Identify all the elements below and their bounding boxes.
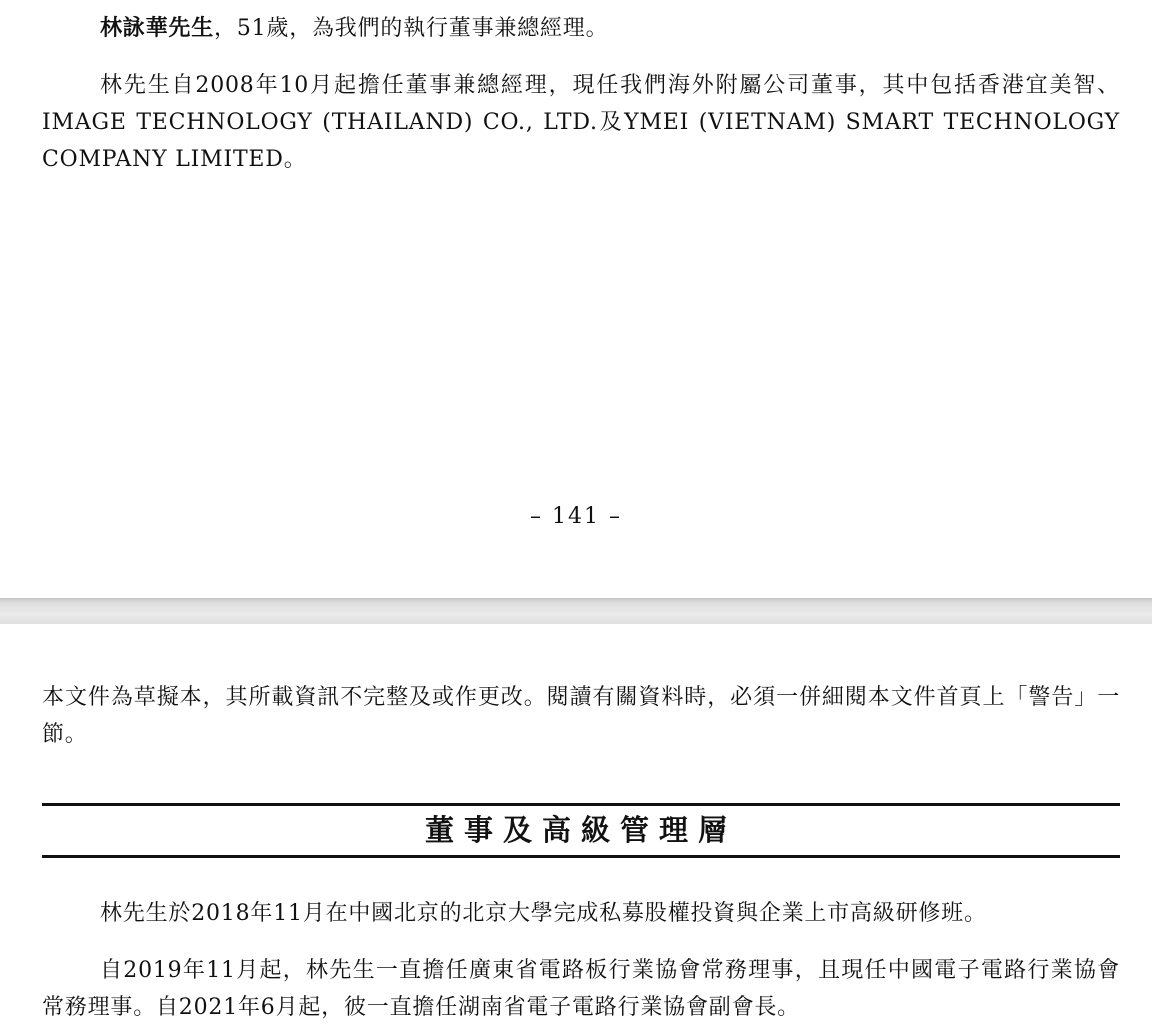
page-number: – 141 – [530,504,622,529]
education-paragraph: 林先生於2018年11月在中國北京的北京大學完成私募股權投資與企業上市高級研修班。 [100,901,987,926]
director-intro-text: ，51歲，為我們的執行董事兼總經理。 [214,16,609,41]
director-intro-paragraph [42,10,1120,47]
header-rule-bottom [42,855,1120,858]
page-separator [0,598,1152,624]
document-page-bottom [0,624,1152,1036]
director-name: 林詠華先生 [100,15,215,41]
association-paragraph: 自2019年11月起，林先生一直擔任廣東省電路板行業協會常務理事，且現任中國電子電路行業協會常務理事。自2021年6月起，彼一直擔任湖南省電子電路行業協會副會長。 [42,958,1120,1020]
director-experience-paragraph: 林先生自2008年10月起擔任董事兼總經理，現任我們海外附屬公司董事，其中包括香港宜美智、IMAGE TECHNOLOGY (THAILAND) CO., LTD.及YMEI (VIETNAM) SMART TECHNOLOGY COMPANY LIMITED。 [42,73,1120,172]
section-title: 董事及高級管理層 [424,813,737,847]
draft-disclaimer: 本文件為草擬本，其所載資訊不完整及或作更改。閱讀有關資料時，必須一併細閱本文件首頁上「警告」一節。 [42,685,1120,747]
header-rule-top [42,803,1120,806]
